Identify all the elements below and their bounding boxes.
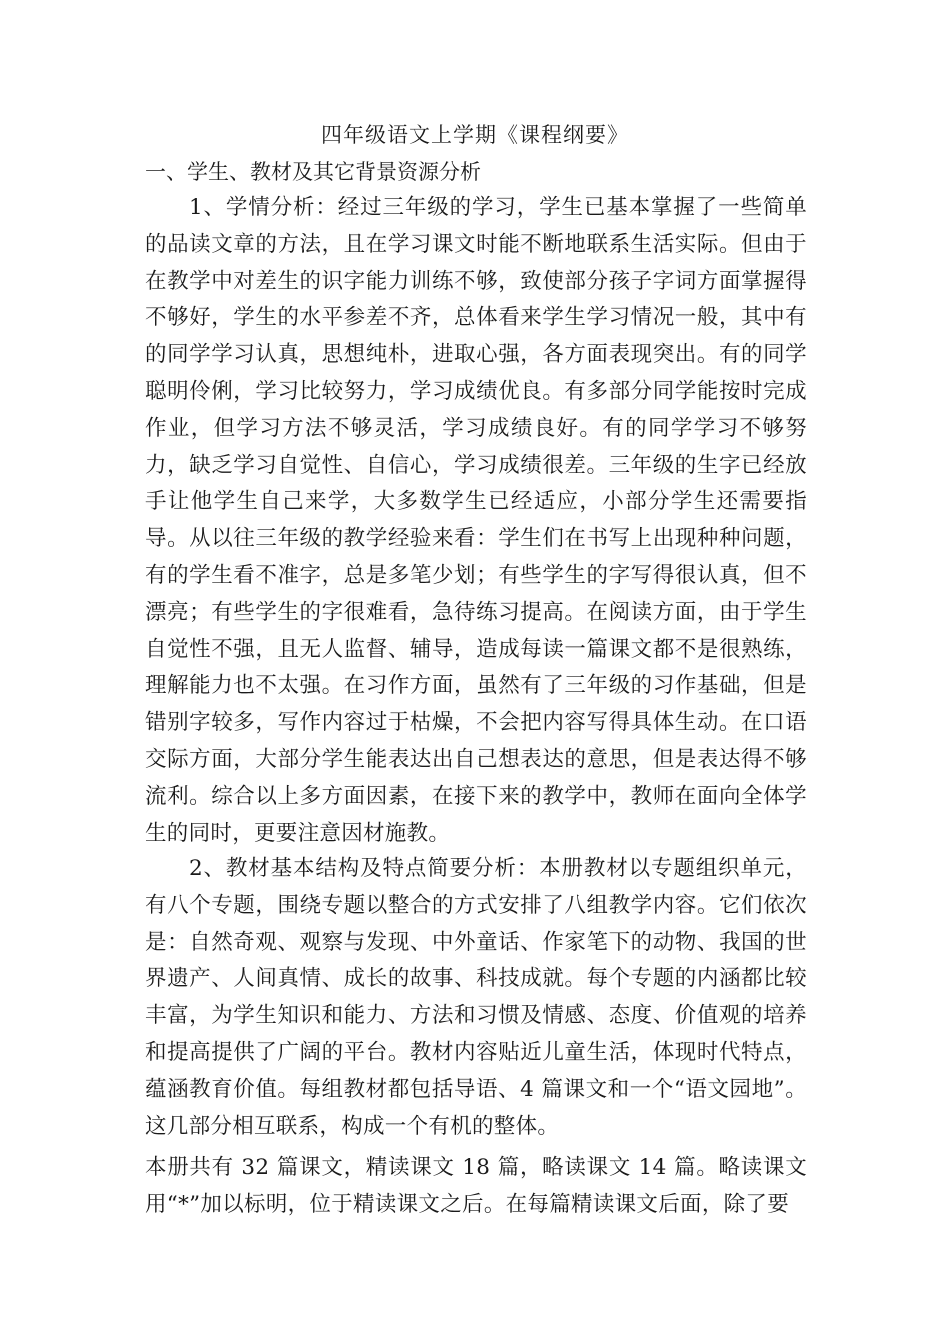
section-heading: 一、学生、教材及其它背景资源分析 [145, 160, 481, 184]
document-title: 四年级语文上学期《课程纲要》 [321, 123, 629, 147]
paragraph-textbook-analysis: 2、教材基本结构及特点简要分析：本册教材以专题组织单元，有八个专题，围绕专题以整合的方式安排了八组教学内容。它们依次是：自然奇观、观察与发现、中外童话、作家笔下的动物、我国的世界遗产、人间真情、成长的故事、科技成就。每个专题的内涵都比较丰富，为学生知识和能力、方法和习惯及情感、态度、价值观的培养和提高提供了广阔的平台。教材内容贴近儿童生活，体现时代特点，蕴涵教育价值。每组教材都包括导语、4 篇课文和一个“语文园地”。这几部分相互联系，构成一个有机的整体。 [145, 856, 807, 1139]
paragraph-lesson-count: 本册共有 32 篇课文，精读课文 18 篇，略读课文 14 篇。略读课文用“*”加以标明，位于精读课文之后。在每篇精读课文后面，除了要 [145, 1155, 807, 1217]
paragraph-learning-analysis: 1、学情分析：经过三年级的学习，学生已基本掌握了一些简单的品读文章的方法，且在学习课文时能不断地联系生活实际。但由于在教学中对差生的识字能力训练不够，致使部分孩子字词方面掌握得不够好，学生的水平参差不齐，总体看来学生学习情况一般，其中有的同学学习认真，思想纯朴，进取心强，各方面表现突出。有的同学聪明伶俐，学习比较努力，学习成绩优良。有多部分同学能按时完成作业，但学习方法不够灵活，学习成绩良好。有的同学学习不够努力，缺乏学习自觉性、自信心，学习成绩很差。三年级的生字已经放手让他学生自己来学，大多数学生已经适应，小部分学生还需要指导。从以往三年级的教学经验来看：学生们在书写上出现种种问题，有的学生看不准字，总是多笔少划；有些学生的字写得很认真，但不漂亮；有些学生的字很难看，急待练习提高。在阅读方面，由于学生自觉性不强，且无人监督、辅导，造成每读一篇课文都不是很熟练，理解能力也不太强。在习作方面，虽然有了三年级的习作基础，但是错别字较多，写作内容过于枯燥，不会把内容写得具体生动。在口语交际方面，大部分学生能表达出自己想表达的意思，但是表达得不够流利。综合以上多方面因素，在接下来的教学中，教师在面向全体学生的同时，更要注意因材施教。 [145, 195, 807, 846]
